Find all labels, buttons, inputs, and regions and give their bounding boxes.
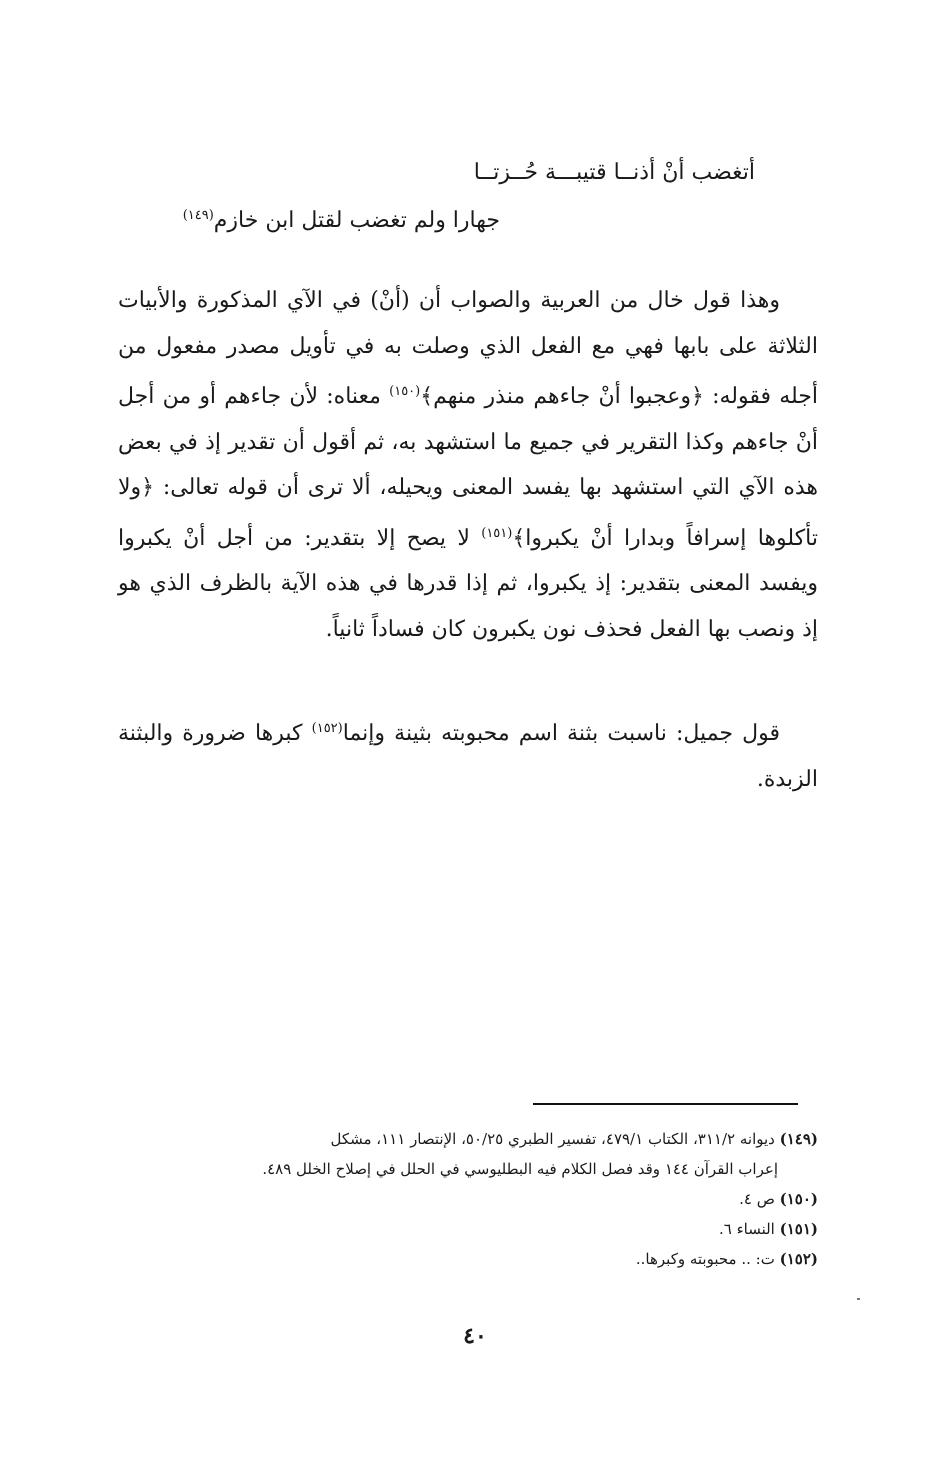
paragraph-jamil bbox=[118, 706, 818, 802]
scan-speck bbox=[857, 1298, 860, 1300]
paragraph-main-part2: معناه: لأن جاءهم أو من أجل أنْ جاءهم وكذا التقرير في جميع ما استشهد به، ثم أقول أن تقدير إذ في بعض هذه الآي التي استشهد بها يفسد المعنى ويحيله، ألا ترى أن قوله تعالى: ﴿ولا تأكلوها إسرافاً وبدارا أنْ يكبروا﴾ bbox=[118, 384, 818, 551]
footnote-ref-151: (١٥١) bbox=[481, 525, 513, 541]
footnote-ref-152: (١٥٢) bbox=[311, 721, 343, 736]
footnote-number: (١٥١) bbox=[779, 1220, 818, 1238]
footnote-149 bbox=[118, 1124, 818, 1154]
footnote-divider bbox=[533, 1103, 798, 1105]
verse-second-text: جهارا ولم تغضب لقتل ابن خازم bbox=[213, 208, 500, 233]
footnote-150 bbox=[118, 1184, 818, 1214]
paragraph-main bbox=[118, 278, 818, 652]
paragraph-jamil-part1: قول جميل: ناسبت بثنة اسم محبوبته بثينة وإنما bbox=[342, 721, 780, 746]
verse-second-hemistich bbox=[183, 208, 500, 233]
footnote-text: ص ٤. bbox=[739, 1190, 780, 1208]
footnote-ref-150: (١٥٠) bbox=[389, 384, 421, 399]
paragraph-main-part3: لا يصح إلا بتقدير: من أجل أنْ يكبروا ويفسد المعنى بتقدير: إذ يكبروا، ثم إذا قدرها في هذه الآية بالظرف الذي هو إذ ونصب بها الفعل فحذف نون يكبرون كان فساداً ثانياً. bbox=[118, 525, 818, 642]
footnote-text: ديوانه ٣١١/٢، الكتاب ٤٧٩/١، تفسير الطبري ٥٠/٢٥، الإنتصار ١١١، مشكل bbox=[330, 1130, 780, 1148]
footnote-number: (١٥٠) bbox=[779, 1190, 818, 1208]
paragraph-jamil-part2: كبرها ضرورة والبثنة الزبدة. bbox=[118, 721, 818, 792]
footnote-number: (١٤٩) bbox=[779, 1130, 818, 1148]
footnote-151 bbox=[118, 1214, 818, 1244]
page-number: ٤٠ bbox=[463, 1323, 487, 1349]
footnote-152 bbox=[118, 1244, 818, 1274]
verse-first-hemistich: أتغضب أنْ أذنــا قتيبـــة حُــزتــا bbox=[473, 160, 755, 185]
footnote-text: ت: .. محبوبته وكبرها.. bbox=[635, 1250, 780, 1268]
paragraph-main-part1: وهذا قول خال من العربية والصواب أن (أنْ) في الآي المذكورة والأبيات الثلاثة على بابها فهي مع الفعل الذي وصلت به في تأويل مصدر مفعول من أجله فقوله: ﴿وعجبوا أنْ جاءهم منذر منهم﴾ bbox=[118, 288, 818, 409]
footnote-text: النساء ٦. bbox=[718, 1220, 780, 1238]
footnote-ref-149: (١٤٩) bbox=[182, 208, 214, 223]
footnotes-section bbox=[118, 1124, 818, 1274]
footnote-149-continued: إعراب القرآن ١٤٤ وقد فصل الكلام فيه البطليوسي في الحلل في إصلاح الخلل ٤٨٩. bbox=[262, 1160, 778, 1178]
footnote-number: (١٥٢) bbox=[779, 1250, 818, 1268]
